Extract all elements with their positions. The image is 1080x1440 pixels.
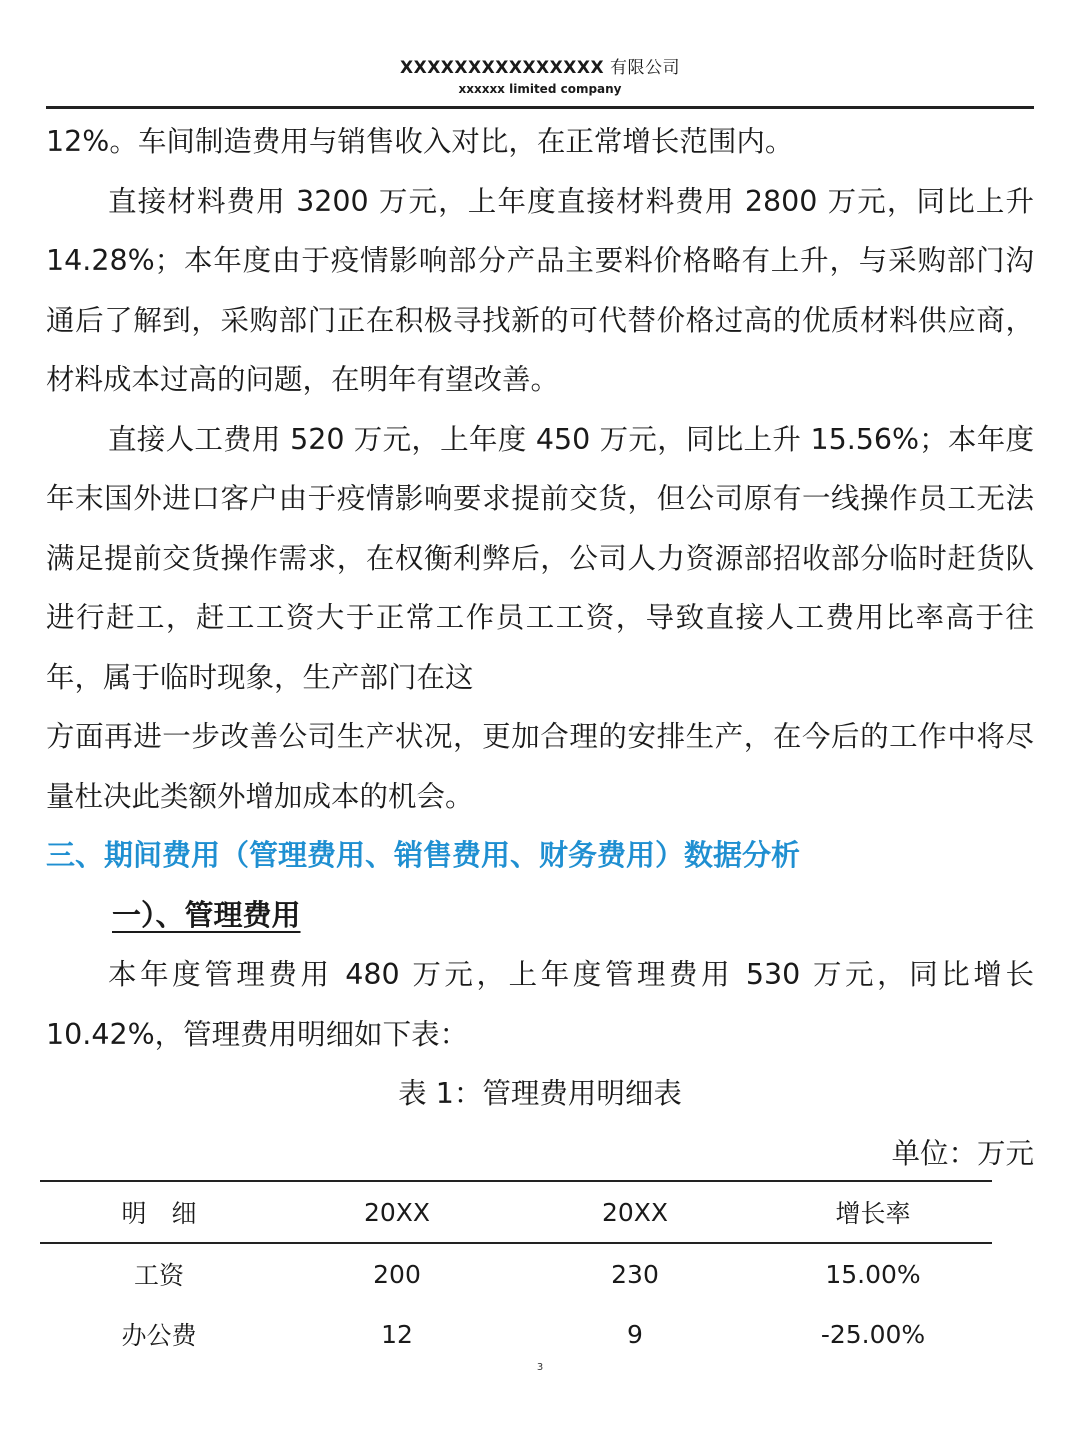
cell-item: 工资: [133, 1261, 184, 1290]
cell-year-2: 9: [627, 1319, 643, 1349]
sub-heading-text: 一）、管理费用: [112, 897, 301, 932]
header-cell-year-1: 20XX: [363, 1197, 431, 1227]
cell-growth: 15.00%: [825, 1259, 921, 1289]
section-heading: 三、期间费用（管理费用、销售费用、财务费用）数据分析: [46, 838, 801, 872]
header-cell-year-2: 20XX: [601, 1197, 669, 1227]
company-suffix: 有限公司: [604, 58, 680, 78]
cell-year-1: 12: [381, 1319, 413, 1349]
header-cell-item: 明 细: [121, 1199, 197, 1228]
table-caption: 表 1：管理费用明细表: [398, 1077, 682, 1110]
header-divider: [46, 106, 1034, 109]
paragraph-direct-labor: 直接人工费用 520 万元，上年度 450 万元，同比上升 15.56%；本年度年末国外进口客户由于疫情影响要求提前交货，但公司原有一线操作员工无法满足提前交货操作需求，在权衡利弊后，公司人力资源部招收部分临时赶货队进行赶工，赶工工资大于正常工作员工工资，导致直接人工费用比率高于往年，属于临时现象，生产部门在这: [46, 422, 1034, 694]
sub-heading: [46, 886, 1034, 946]
table-row: [40, 1243, 992, 1304]
paragraph-direct-material: 直接材料费用 3200 万元，上年度直接材料费用 2800 万元，同比上升 14.28%；本年度由于疫情影响部分产品主要料价格略有上升，与采购部门沟通后了解到，采购部门正在积极寻找新的可代替价格过高的优质材料供应商，材料成本过高的问题，在明年有望改善。: [46, 184, 1034, 396]
company-name-english: xxxxxx limited company: [458, 82, 622, 96]
paragraph-continuation: 方面再进一步改善公司生产状况，更加合理的安排生产，在今后的工作中将尽量杜决此类额外增加成本的机会。: [46, 720, 1034, 813]
cell-year-1: 200: [373, 1259, 421, 1289]
table-header-row: [40, 1181, 992, 1243]
company-code: XXXXXXXXXXXXXXX: [399, 58, 605, 78]
table-row: [40, 1304, 992, 1364]
page-number: 3: [536, 1362, 544, 1373]
page-header: [46, 56, 1034, 97]
paragraph-1: 12%。车间制造费用与销售收入对比，在正常增长范围内。: [46, 125, 794, 158]
admin-expense-table: [40, 1180, 992, 1364]
cell-growth: -25.00%: [820, 1319, 926, 1349]
header-cell-growth: 增长率: [835, 1199, 911, 1228]
company-name: [46, 56, 1034, 80]
paragraph-admin-intro: 本年度管理费用 480 万元，上年度管理费用 530 万元，同比增长 10.42%，管理费用明细如下表：: [46, 958, 1034, 1051]
cell-year-2: 230: [611, 1259, 659, 1289]
table-unit: 单位：万元: [891, 1136, 1034, 1170]
body-text: [46, 112, 1034, 1183]
cell-item: 办公费: [121, 1321, 197, 1350]
